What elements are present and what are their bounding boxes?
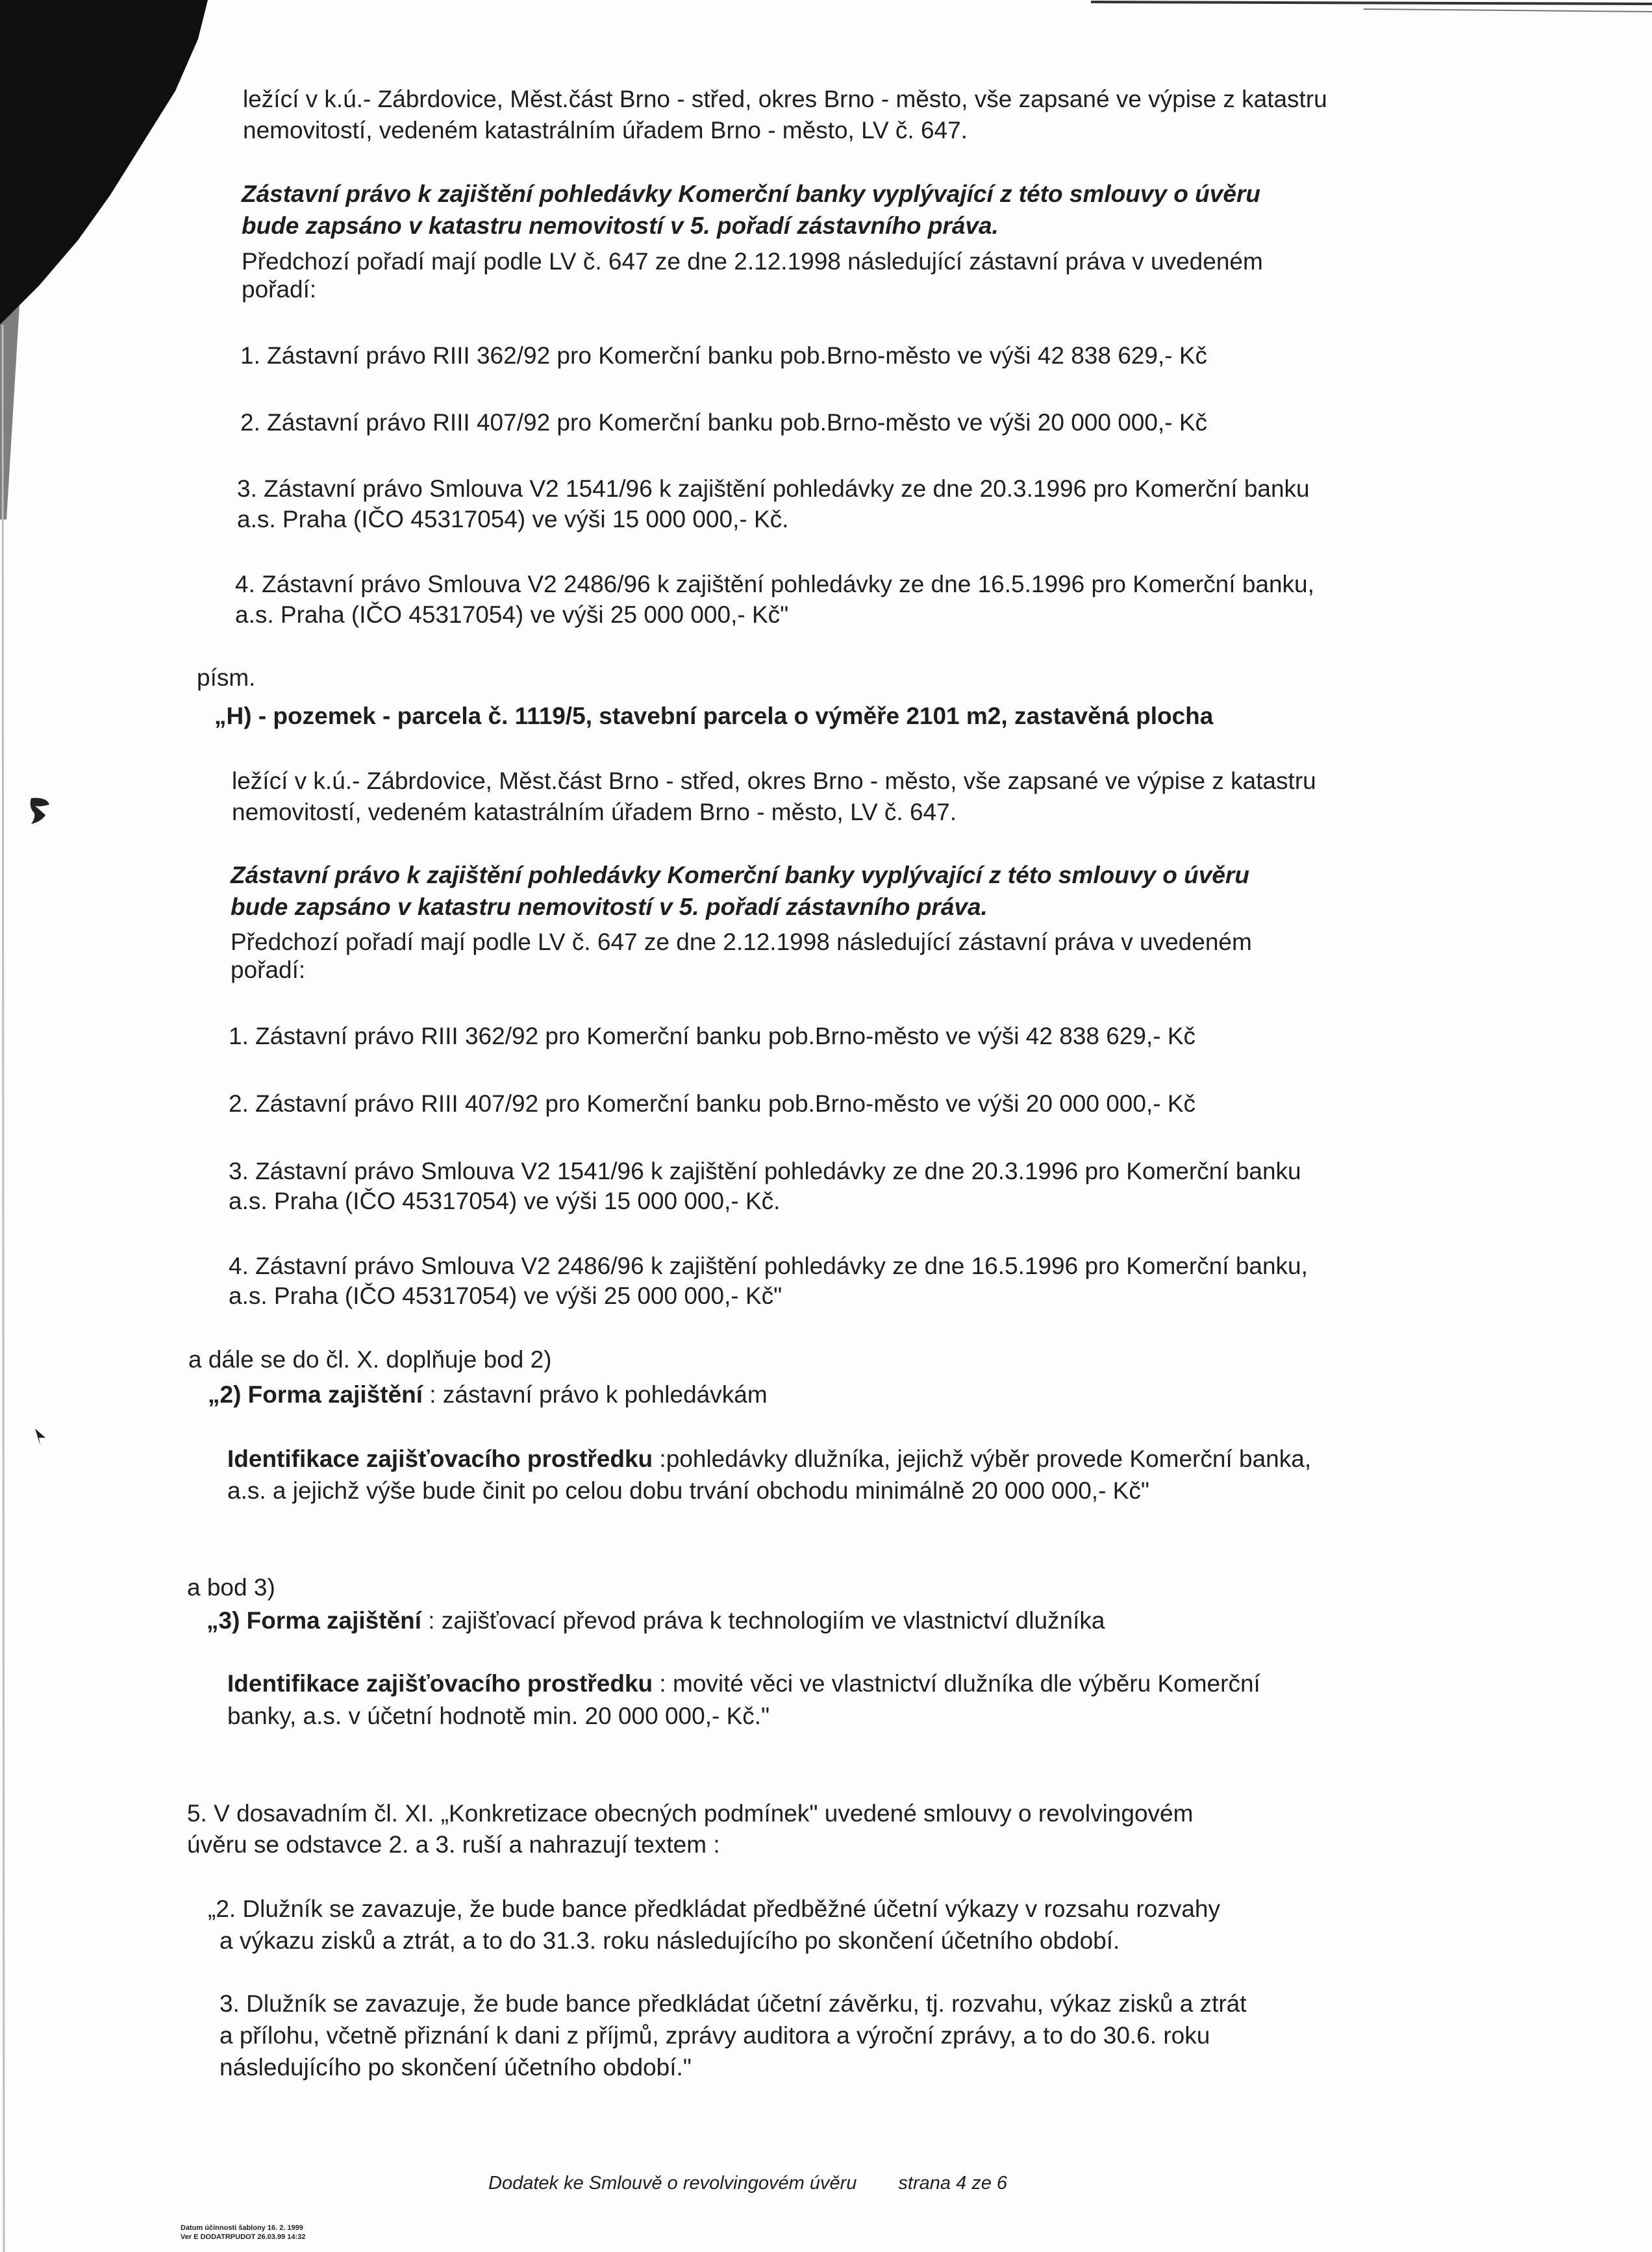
text-line: bude zapsáno v katastru nemovitostí v 5. pořadí zástavního práva. [242, 212, 999, 239]
footer-stamp-date: Datum účinnosti šablony 16. 2. 1999 [181, 2224, 303, 2232]
text-line: „2) Forma zajištění : zástavní právo k pohledávkám [208, 1381, 768, 1408]
text-line: a.s. Praha (IČO 45317054) ve výši 15 000 000,- Kč. [237, 506, 789, 532]
text-line: 3. Zástavní právo Smlouva V2 1541/96 k zajištění pohledávky ze dne 20.3.1996 pro Komerční banku [229, 1158, 1301, 1184]
footer-stamp-version: Ver E DODATRPUDOT 26.03.99 14:32 [181, 2233, 306, 2241]
text-line: a přílohu, včetně přiznání k dani z příjmů, zprávy auditora a výroční zprávy, a to do 30.6. roku [219, 2022, 1210, 2049]
text-line: a.s. a jejichž výše bude činit po celou dobu trvání obchodu minimálně 20 000 000,- Kč" [227, 1477, 1149, 1504]
text-line: a dále se do čl. X. doplňuje bod 2) [188, 1346, 552, 1373]
text-line: Identifikace zajišťovacího prostředku : movité věci ve vlastnictví dlužníka dle výběru Komerční [227, 1670, 1260, 1697]
text-line: 3. Dlužník se zavazuje, že bude bance předkládat účetní závěrku, tj. rozvahu, výkaz zisků a ztrát [219, 1990, 1247, 2017]
text-line: Zástavní právo k zajištění pohledávky Komerční banky vyplývající z této smlouvy o úvěru [231, 862, 1249, 888]
text-line: 2. Zástavní právo RIII 407/92 pro Komerční banku pob.Brno-město ve výši 20 000 000,- Kč [229, 1090, 1196, 1117]
binder-hole-mark [27, 795, 53, 827]
text-line: bude zapsáno v katastru nemovitostí v 5. pořadí zástavního práva. [231, 894, 988, 920]
text-line: ležící v k.ú.- Zábrdovice, Měst.část Brno - střed, okres Brno - město, vše zapsané ve výpise z katastru [243, 86, 1327, 112]
text-line: 4. Zástavní právo Smlouva V2 2486/96 k zajištění pohledávky ze dne 16.5.1996 pro Komerční banku, [235, 571, 1314, 597]
text-line: „H) - pozemek - parcela č. 1119/5, stavební parcela o výměře 2101 m2, zastavěná plocha [214, 703, 1214, 729]
text-line: „3) Forma zajištění : zajišťovací převod práva k technologiím ve vlastnictví dlužníka [206, 1607, 1105, 1634]
text-line: nemovitostí, vedeném katastrálním úřadem Brno - město, LV č. 647. [232, 799, 957, 825]
text-line: ležící v k.ú.- Zábrdovice, Měst.část Brno - střed, okres Brno - město, vše zapsané ve výpise z katastru [232, 768, 1316, 794]
footer-doc-title: Dodatek ke Smlouvě o revolvingovém úvěru [488, 2173, 857, 2194]
text-line: následujícího po skončení účetního období." [219, 2054, 692, 2081]
text-line: Zástavní právo k zajištění pohledávky Komerční banky vyplývající z této smlouvy o úvěru [242, 181, 1260, 207]
text-line: 2. Zástavní právo RIII 407/92 pro Komerční banku pob.Brno-město ve výši 20 000 000,- Kč [240, 409, 1208, 436]
text-line: a bod 3) [187, 1574, 275, 1601]
text-line: „2. Dlužník se zavazuje, že bude bance předkládat předběžné účetní výkazy v rozsahu rozvahy [208, 1895, 1220, 1922]
text-line: 1. Zástavní právo RIII 362/92 pro Komerční banku pob.Brno-město ve výši 42 838 629,- Kč [240, 342, 1208, 369]
text-line: Identifikace zajišťovacího prostředku :pohledávky dlužníka, jejichž výběr provede Komerční banka, [227, 1445, 1312, 1472]
text-line: 5. V dosavadním čl. XI. „Konkretizace obecných podmínek" uvedené smlouvy o revolvingovém [187, 1800, 1194, 1827]
text-line: úvěru se odstavce 2. a 3. ruší a nahrazují textem : [187, 1831, 720, 1858]
text-line: a.s. Praha (IČO 45317054) ve výši 25 000 000,- Kč" [229, 1282, 782, 1309]
text-line: banky, a.s. v účetní hodnotě min. 20 000 000,- Kč." [227, 1703, 770, 1729]
arrow-mark [31, 1426, 51, 1449]
text-line: a výkazu zisků a ztrát, a to do 31.3. roku následujícího po skončení účetního období. [219, 1927, 1120, 1954]
text-line: pořadí: [242, 276, 317, 303]
text-line: a.s. Praha (IČO 45317054) ve výši 25 000 000,- Kč" [235, 601, 789, 628]
text-line: nemovitostí, vedeném katastrálním úřadem Brno - město, LV č. 647. [243, 117, 968, 144]
footer-title [488, 2173, 1007, 2194]
text-line: pořadí: [231, 957, 306, 983]
text-line: Předchozí pořadí mají podle LV č. 647 ze dne 2.12.1998 následující zástavní práva v uvedeném [242, 248, 1263, 275]
text-line: 3. Zástavní právo Smlouva V2 1541/96 k zajištění pohledávky ze dne 20.3.1996 pro Komerční banku [237, 475, 1310, 502]
text-line: 1. Zástavní právo RIII 362/92 pro Komerční banku pob.Brno-město ve výši 42 838 629,- Kč [229, 1023, 1196, 1049]
text-line: a.s. Praha (IČO 45317054) ve výši 15 000 000,- Kč. [229, 1188, 781, 1214]
text-line: 4. Zástavní právo Smlouva V2 2486/96 k zajištění pohledávky ze dne 16.5.1996 pro Komerční banku, [229, 1253, 1308, 1279]
text-line: Předchozí pořadí mají podle LV č. 647 ze dne 2.12.1998 následující zástavní práva v uvedeném [231, 929, 1252, 955]
footer-page-number: strana 4 ze 6 [898, 2173, 1008, 2194]
text-line: písm. [197, 664, 256, 691]
